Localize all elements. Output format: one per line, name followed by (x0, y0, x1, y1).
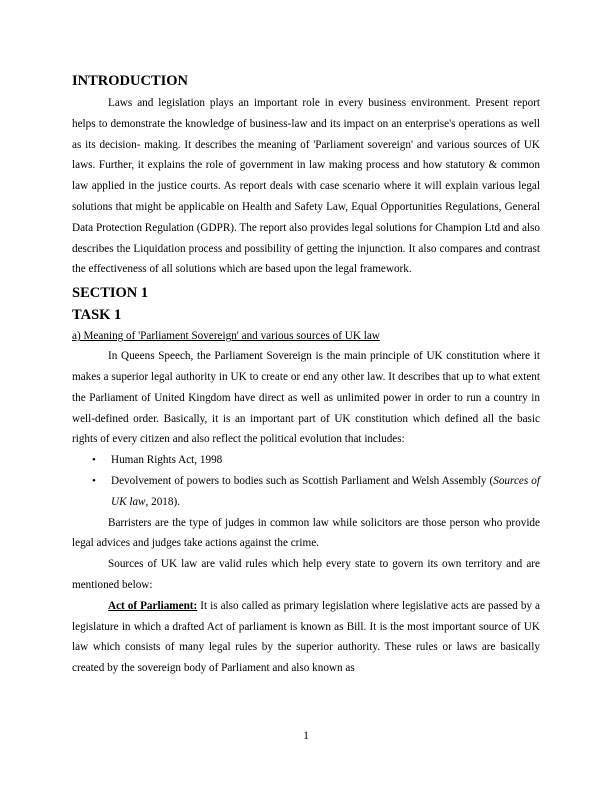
subheading: a) Meaning of 'Parliament Sovereign' and various sources of UK law (72, 330, 380, 343)
bullet-list (72, 450, 540, 512)
paragraph-text: It is also called as primary legislation where legislative acts are passed by a legislature in which a drafted Act of parliament is known as Bill. It is the most important source of UK law which consists of many legal rules by the superior authority. These rules or laws are basically created by the sovereign body of Parliament and also known as (72, 599, 540, 675)
paragraph-barristers: Barristers are the type of judges in common law while solicitors are those person who provide legal advices and judges take actions against the crime. (72, 516, 540, 550)
list-item (72, 450, 540, 471)
list-item-text: Devolvement of powers to bodies such as Scottish Parliament and Welsh Assembly ( (111, 474, 494, 487)
citation: Sources of UK law (111, 474, 540, 508)
task-heading: TASK 1 (72, 307, 122, 324)
list-item (72, 471, 540, 513)
paragraph-parliament-sovereign: In Queens Speech, the Parliament Sovereign is the main principle of UK constitution where it makes a superior legal authority in UK to create or end any other law. It describes that up to what extent the Parliament of United Kingdom have direct as well as unlimited power in order to run a country in well-defined order. Basically, it is an important part of UK constitution which defined all the basic rights of every citizen and also reflect the political evolution that includes: (72, 350, 540, 446)
bullet-icon: • (92, 474, 96, 487)
introduction-heading: INTRODUCTION (72, 73, 189, 89)
section-heading: SECTION 1 (72, 285, 149, 302)
paragraph-act-of-parliament (72, 596, 540, 679)
document-page (72, 72, 540, 679)
bullet-icon: • (92, 454, 96, 467)
citation-year: , 2018). (145, 495, 181, 508)
page-number: 1 (303, 730, 309, 742)
list-item-text: Human Rights Act, 1998 (111, 454, 223, 467)
paragraph-sources: Sources of UK law are valid rules which help every state to govern its own territory and are mentioned below: (72, 558, 540, 591)
term-act-of-parliament: Act of Parliament: (108, 599, 198, 612)
introduction-paragraph: Laws and legislation plays an important role in every business environment. Present report helps to demonstrate the knowledge of business-law and its impact on an enterprise's operations as well as its decision- making. It describes the meaning of 'Parliament sovereign' and various sources of UK laws. Further, it explains the role of government in law making process and how statutory & common law applied in the justice courts. As report deals with case scenario where it will explain various legal solutions that might be applicable on Health and Safety Law, Equal Opportunities Regulations, General Data Protection Regulation (GDPR). The report also provides legal solutions for Champion Ltd and also describes the Liquidation process and possibility of getting the injunction. It also compares and contrast the effectiveness of all solutions which are based upon the legal framework. (72, 97, 540, 276)
